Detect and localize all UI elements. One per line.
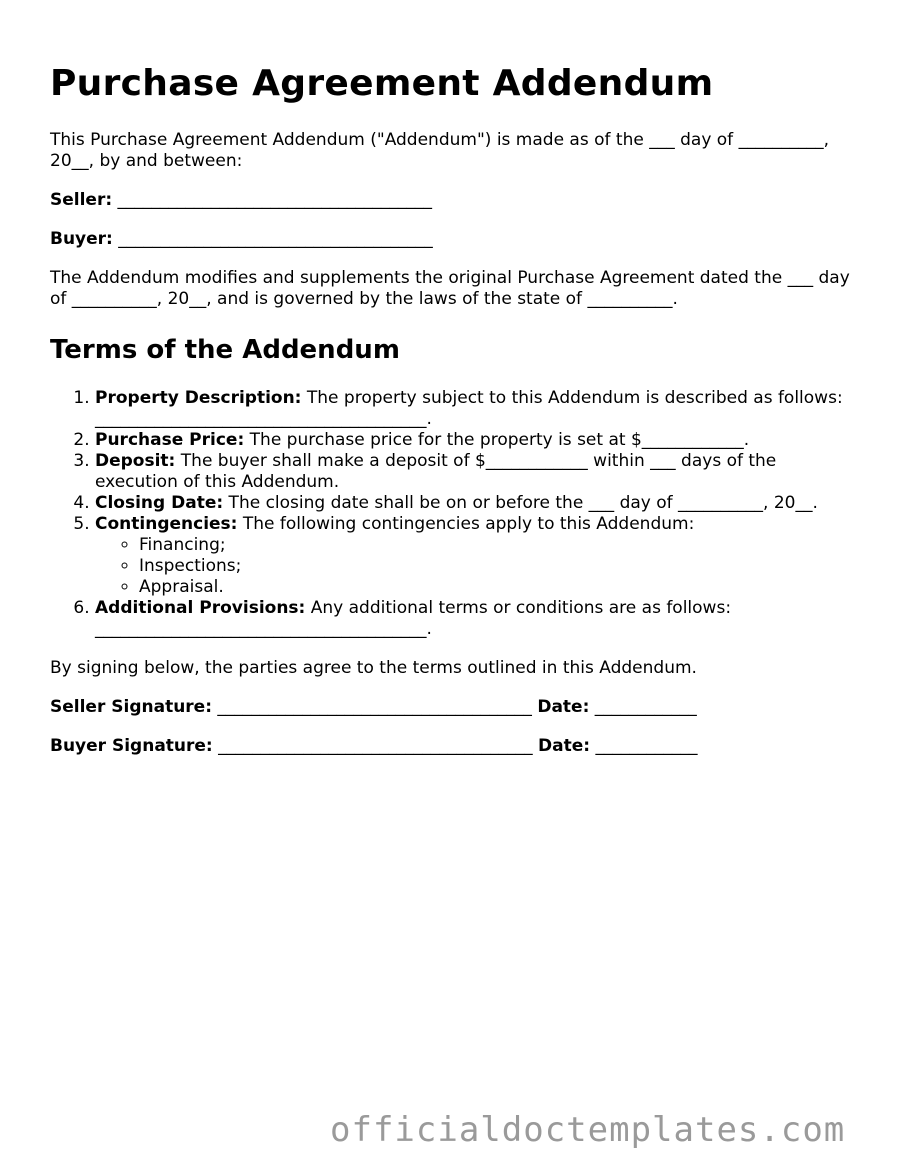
buyer-signature-blank[interactable]: _____________________________________	[218, 736, 533, 756]
buyer-field	[50, 229, 860, 250]
contingency-item: ◦ Inspections;	[139, 556, 860, 577]
seller-date-blank[interactable]: ____________	[594, 697, 697, 717]
section-heading: Terms of the Addendum	[50, 335, 400, 365]
term-text: Any additional terms or conditions are as follows: _______________________________________.	[95, 598, 732, 639]
buyer-signature-field	[50, 736, 860, 757]
term-label: Purchase Price:	[95, 430, 245, 450]
term-text: The following contingencies apply to this Addendum:	[237, 514, 695, 534]
seller-blank[interactable]: _____________________________________	[117, 190, 433, 210]
term-label: Closing Date:	[95, 493, 224, 513]
seller-signature-blank[interactable]: _____________________________________	[217, 697, 532, 717]
contingency-item: ◦ Appraisal.	[139, 577, 860, 598]
buyer-label: Buyer:	[50, 229, 113, 249]
seller-signature-label: Seller Signature:	[50, 697, 213, 717]
term-item	[95, 388, 860, 430]
seller-field	[50, 190, 860, 211]
contingency-item: ◦ Financing;	[139, 535, 860, 556]
term-label: Property Description:	[95, 388, 302, 408]
term-item	[95, 598, 860, 640]
buyer-signature-label: Buyer Signature:	[50, 736, 213, 756]
term-text: The purchase price for the property is set at $____________.	[244, 430, 750, 450]
term-text: The property subject to this Addendum is described as follows: _______________________________________.	[95, 388, 843, 429]
buyer-blank[interactable]: _____________________________________	[118, 229, 433, 249]
watermark-text: officialdoctemplates.com	[330, 1110, 846, 1150]
term-label: Deposit:	[95, 451, 176, 471]
seller-date-label: Date:	[537, 697, 590, 717]
contingencies-list	[95, 535, 860, 598]
buyer-date-blank[interactable]: ____________	[595, 736, 698, 756]
term-item	[95, 514, 860, 598]
document-page	[50, 62, 860, 775]
buyer-date-label: Date:	[538, 736, 591, 756]
term-item	[95, 451, 860, 493]
modifies-paragraph: The Addendum modifies and supplements the original Purchase Agreement dated the ___ day of __________, 20__, and is governed by the laws of the state of __________.	[50, 268, 850, 309]
term-text: The buyer shall make a deposit of $____________ within ___ days of the execution of this Addendum.	[95, 451, 777, 492]
intro-paragraph: This Purchase Agreement Addendum ("Addendum") is made as of the ___ day of __________, 20__, by and between:	[50, 130, 829, 171]
term-label: Contingencies:	[95, 514, 238, 534]
term-text: The closing date shall be on or before the ___ day of __________, 20__.	[223, 493, 818, 513]
term-item	[95, 493, 860, 514]
seller-label: Seller:	[50, 190, 113, 210]
terms-list	[50, 388, 860, 640]
closing-statement: By signing below, the parties agree to the terms outlined in this Addendum.	[50, 658, 697, 678]
page-title: Purchase Agreement Addendum	[50, 63, 714, 104]
term-label: Additional Provisions:	[95, 598, 306, 618]
seller-signature-field	[50, 697, 860, 718]
term-item	[95, 430, 860, 451]
